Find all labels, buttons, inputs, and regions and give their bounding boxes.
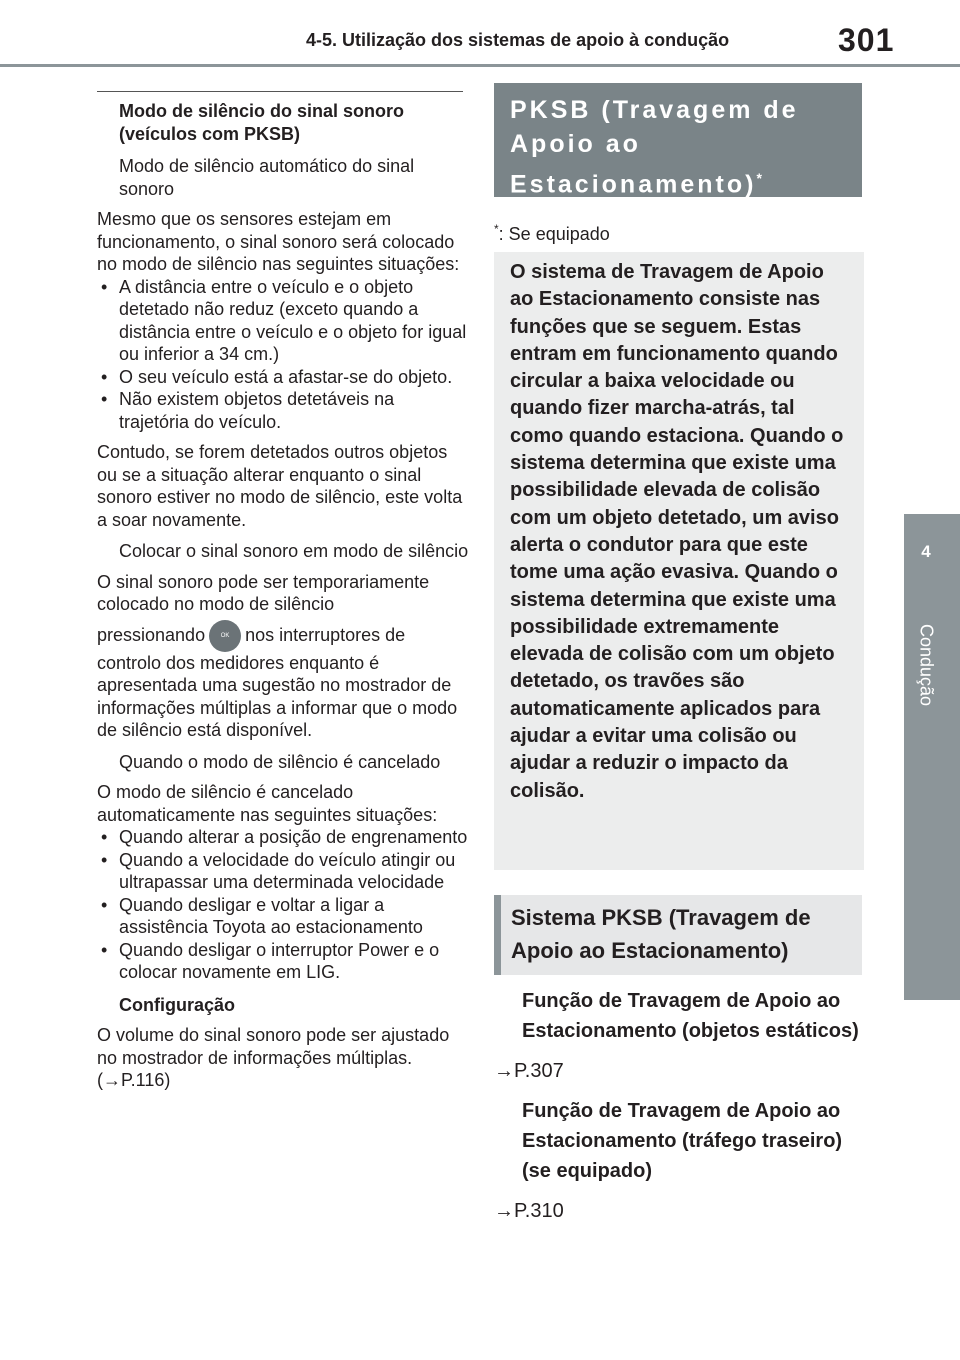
bullet-item: • Quando desligar e voltar a ligar a assistência Toyota ao estacionamento [97, 894, 469, 939]
equipped-note [494, 222, 610, 245]
paragraph-press-ok [97, 620, 469, 742]
heading-rule [97, 91, 463, 92]
bullet-item: • Quando desligar o interruptor Power e o colocar novamente em LIG. [97, 939, 469, 984]
intro-box [494, 252, 864, 870]
intro-text: O sistema de Travagem de Apoio ao Estacionamento consiste nas funções que se seguem. Estas entram em funcionamento quando circular a baixa velocidade ou quando fizer marcha-atrás, tal como quando estaciona. Quando o sistema determina que existe uma possibilidade elevada de colisão com um objeto detetado, um aviso alerta o condutor para que este tome uma ação evasiva. Quando o sistema determina que existe uma possibilidade extremamente elevada de colisão com um objeto detetado, os travões são automaticamente aplicados para ajudar a evitar uma colisão ou ajudar a reduzir o impacto da colisão. [510, 261, 844, 802]
subheading-configuration: Configuração [119, 994, 236, 1015]
page-reference-link[interactable]: →P.310 [494, 1200, 564, 1222]
subheading-cancel-silence: Quando o modo de silêncio é cancelado [119, 751, 441, 772]
chapter-label-wrap [902, 605, 950, 725]
bullet-item: • Quando alterar a posição de engrenamento [97, 826, 469, 849]
pksb-title-text: PKSB (Travagem de Apoio ao Estacionamento) [510, 96, 799, 199]
footnote-mark: * [756, 170, 762, 186]
bullet-item: • Não existem objetos detetáveis na trajetória do veículo. [97, 388, 469, 433]
paragraph-silence-conditions: Mesmo que os sensores estejam em funcionamento, o sinal sonoro será colocado no modo de silêncio nas seguintes situações: [97, 209, 460, 274]
bullet-item: • O seu veículo está a afastar-se do objeto. [97, 366, 469, 389]
pksb-title-box [494, 83, 862, 197]
paragraph-cancel-conditions: O modo de silêncio é cancelado automaticamente nas seguintes situações: [97, 782, 438, 825]
right-column-functions [494, 986, 862, 1226]
pksb-title [510, 93, 850, 201]
paragraph-other-objects: Contudo, se forem detetados outros objetos ou se a situação alterar enquanto o sinal sonoro estiver no modo de silêncio, este volta a soar novamente. [97, 442, 463, 530]
subheading-auto-silence: Modo de silêncio automático do sinal sonoro [119, 156, 415, 199]
section-heading: Sistema PKSB (Travagem de Apoio ao Estacionamento) [511, 905, 811, 963]
press-text: pressionando [97, 624, 206, 645]
bullet-item: • Quando a velocidade do veículo atingir ou ultrapassar uma determinada velocidade [97, 849, 469, 894]
chapter-number: 4 [921, 542, 931, 561]
heading-silence-mode: Modo de silêncio do sinal sonoro (veículos com PKSB) [119, 101, 405, 144]
page-number: 301 [838, 22, 895, 58]
note-mark: * [494, 222, 499, 236]
subheading-set-silence: Colocar o sinal sonoro em modo de silêncio [119, 541, 469, 561]
note-text: : Se equipado [498, 224, 610, 244]
ok-button-icon: OK [209, 620, 241, 652]
page-header [0, 0, 960, 70]
paragraph-temporary-silence: O sinal sonoro pode ser temporariamente colocado no modo de silêncio [97, 571, 430, 614]
left-column [97, 100, 469, 1092]
function-rear-traffic: Função de Travagem de Apoio ao Estacionamento (tráfego traseiro) (se equipado) [522, 1100, 843, 1182]
page-reference-link[interactable]: →P.307 [494, 1060, 564, 1082]
chapter-label: Condução [916, 623, 937, 707]
header-rule [0, 64, 960, 67]
chapter-tab [904, 514, 960, 1000]
bullet-item: • A distância entre o veículo e o objeto detetado não reduz (exceto quando a distância entre o veículo e o objeto for igual ou inferior a 34 cm.) [97, 276, 469, 366]
section-box [494, 895, 862, 975]
section-title: 4-5. Utilização dos sistemas de apoio à condução [306, 30, 730, 50]
paragraph-volume: O volume do sinal sonoro pode ser ajustado no mostrador de informações múltiplas. (→P.116) [97, 1025, 450, 1090]
function-static-objects: Função de Travagem de Apoio ao Estacionamento (objetos estáticos) [522, 990, 859, 1042]
press-text-rest: nos interruptores de controlo dos medidores enquanto é apresentada uma sugestão no mostrador de informações múltiplas a informar que o modo de silêncio está disponível. [97, 624, 458, 740]
